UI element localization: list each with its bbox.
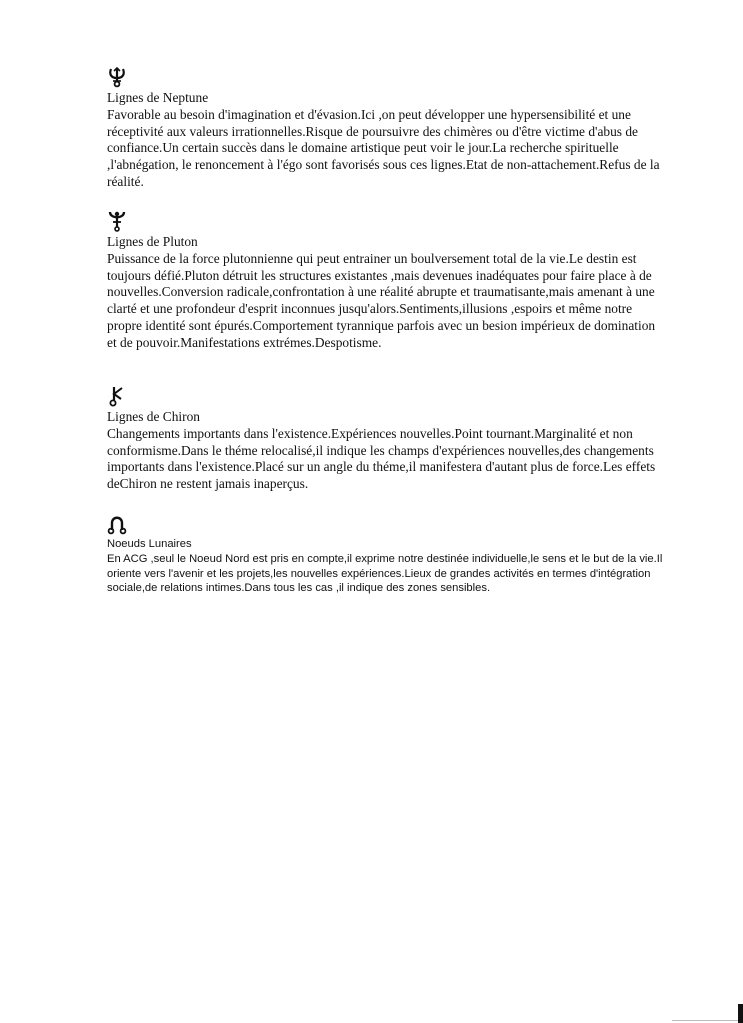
section-body: En ACG ,seul le Noeud Nord est pris en compte,il exprime notre destinée individuelle,le sens et le but de la vie.Il oriente vers l'avenir et les projets,les nouvelles expériences.Lieux de grandes activités en termes d'intégration sociale,de relations intimes.Dans tous les cas ,il indique des zones sensibles. xyxy=(107,552,663,595)
section-noeuds-lunaires xyxy=(107,513,667,596)
section-title: Lignes de Pluton xyxy=(107,234,198,249)
section-chiron xyxy=(107,385,667,493)
north-node-glyph-icon xyxy=(107,513,127,535)
neptune-glyph-icon xyxy=(107,66,127,88)
section-title: Lignes de Neptune xyxy=(107,90,209,105)
chiron-glyph-icon xyxy=(107,385,127,407)
section-title: Lignes de Chiron xyxy=(107,409,200,424)
section-pluton xyxy=(107,210,667,352)
section-title: Noeuds Lunaires xyxy=(107,538,192,550)
scan-edge-line xyxy=(672,1020,738,1021)
section-body: Puissance de la force plutonnienne qui peut entrainer un boulversement total de la vie.Le destin est toujours défié.Pluton détruit les structures existantes ,mais devenues inadéquates pour faire place à de nouvelles.Conversion radicale,confrontation à une réalité abrupte et traumatisante,mais amenant à une clarté et une profondeur d'esprit inconnues jusqu'alors.Sentiments,illusions ,espoirs et même notre propre identité sont épurés.Comportement tyrannique parfois avec un besion impérieux de domination et de pouvoir.Manifestations extrémes.Despotisme. xyxy=(107,250,656,350)
scan-edge-mark xyxy=(738,1004,743,1023)
section-body: Favorable au besoin d'imagination et d'évasion.Ici ,on peut développer une hypersensibilité et une réceptivité aux valeurs irrationnelles.Risque de poursuivre des chimères ou d'être victime d'abus de confiance.Un certain succès dans le domaine artistique peut voir le jour.La recherche spirituelle ,l'abnégation, le renoncement à l'égo sont favorisés sous ces lignes.Etat de non-attachement.Refus de la réalité. xyxy=(107,106,660,189)
section-neptune xyxy=(107,66,667,191)
pluto-glyph-icon xyxy=(107,210,127,232)
section-body: Changements importants dans l'existence.Expériences nouvelles.Point tournant.Marginalité et non conformisme.Dans le théme relocalisé,il indique les champs d'expériences nouvelles,des changements importants dans l'existence.Placé sur un angle du théme,il manifestera d'autant plus de force.Les effets deChiron ne restent jamais inaperçus. xyxy=(107,425,656,492)
